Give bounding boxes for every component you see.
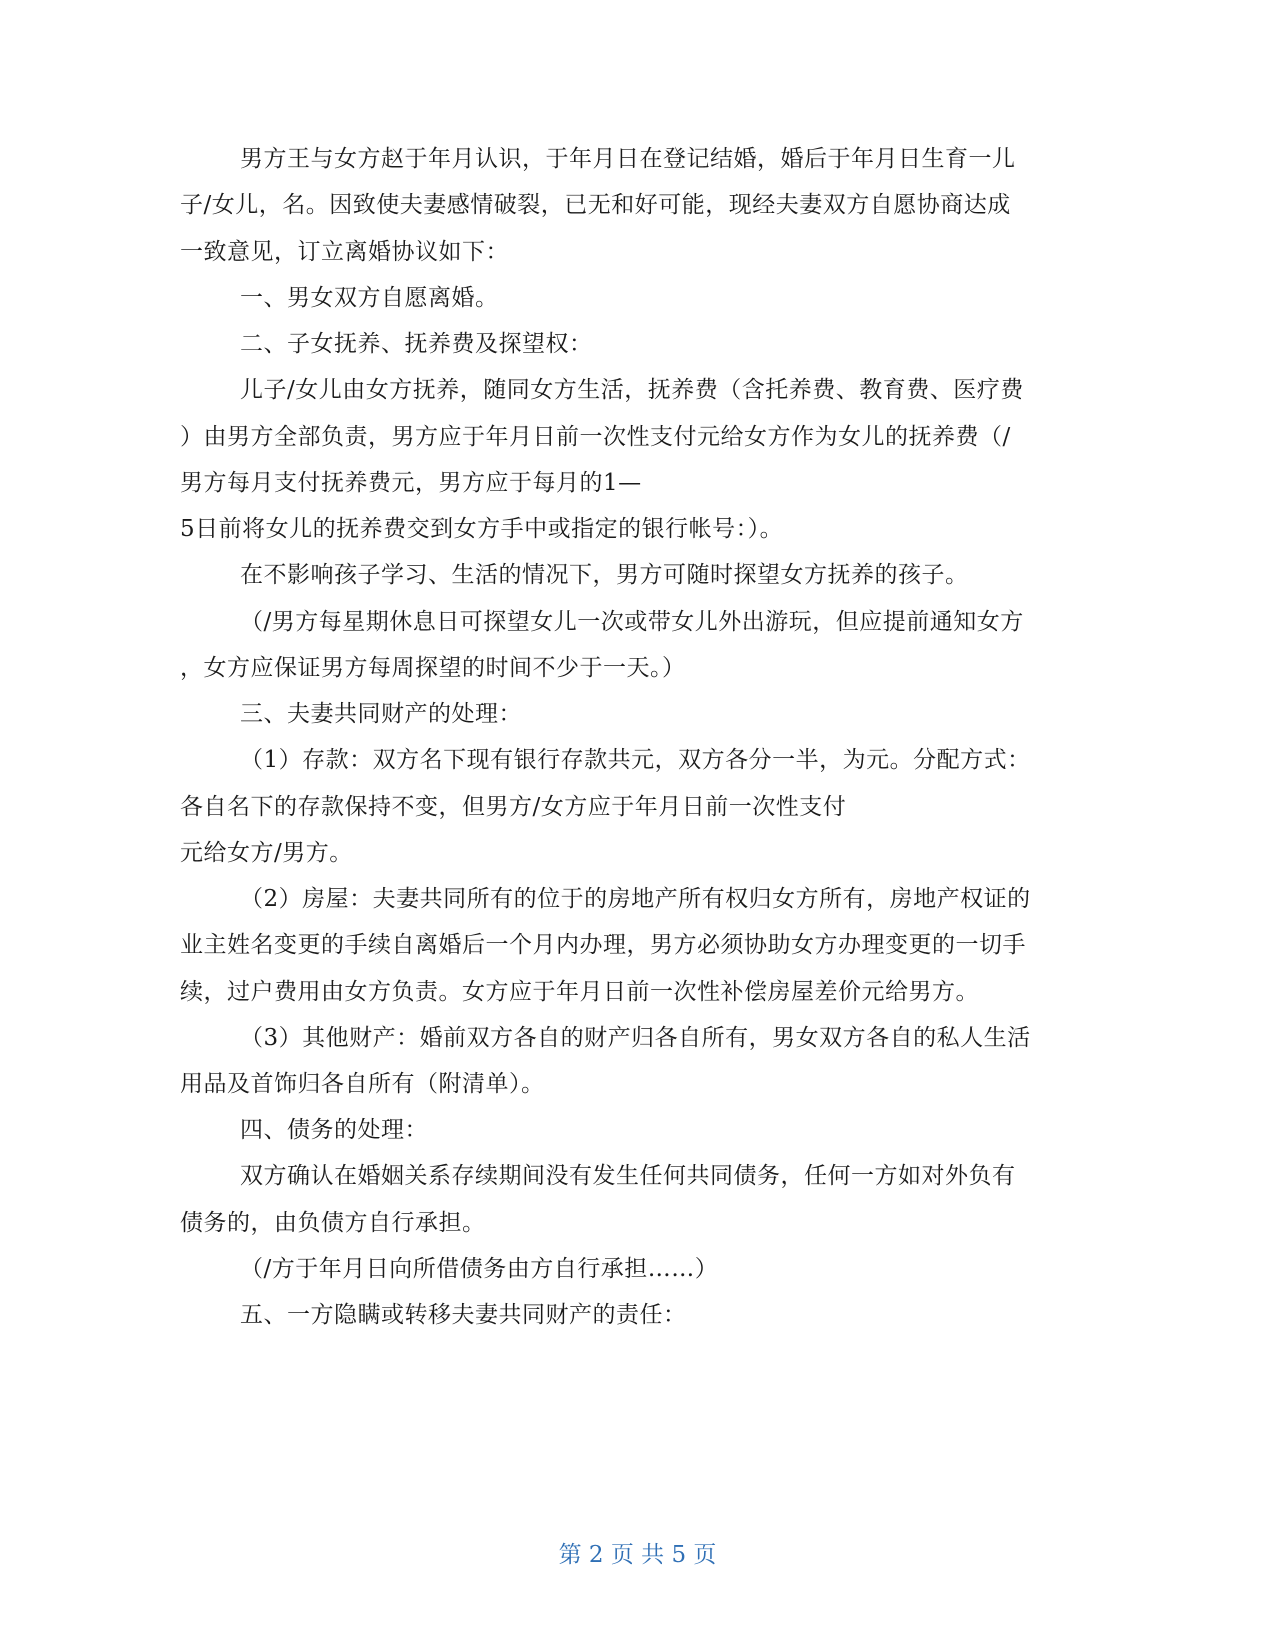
section-heading: 五、一方隐瞒或转移夫妻共同财产的责任： bbox=[240, 1302, 687, 1328]
paragraph-line: 子/女儿，名。因致使夫妻感情破裂，已无和好可能，现经夫妻双方自愿协商达成 bbox=[180, 192, 1011, 218]
paragraph-line: 双方确认在婚姻关系存续期间没有发生任何共同债务，任何一方如对外负有 bbox=[240, 1163, 1016, 1189]
section-heading: 三、夫妻共同财产的处理： bbox=[240, 701, 522, 727]
section-heading: 二、子女抚养、抚养费及探望权： bbox=[240, 331, 593, 357]
section-heading: 一、男女双方自愿离婚。 bbox=[240, 285, 499, 311]
paragraph-line: 各自名下的存款保持不变，但男方/女方应于年月日前一次性支付 bbox=[180, 794, 847, 820]
paragraph-line: 男方王与女方赵于年月认识，于年月日在登记结婚，婚后于年月日生育一儿 bbox=[240, 146, 1016, 172]
paragraph-line: 儿子/女儿由女方抚养，随同女方生活，抚养费（含托养费、教育费、医疗费 bbox=[240, 377, 1024, 403]
paragraph-line: 在不影响孩子学习、生活的情况下，男方可随时探望女方抚养的孩子。 bbox=[240, 562, 969, 588]
paragraph-line: 5日前将女儿的抚养费交到女方手中或指定的银行帐号：）。 bbox=[180, 516, 784, 542]
paragraph-line: （1）存款：双方名下现有银行存款共元，双方各分一半，为元。分配方式： bbox=[240, 747, 1031, 773]
paragraph-line: 一致意见，订立离婚协议如下： bbox=[180, 239, 509, 265]
paragraph-line: （2）房屋：夫妻共同所有的位于的房地产所有权归女方所有，房地产权证的 bbox=[240, 886, 1031, 912]
paragraph-line: （/方于年月日向所借债务由方自行承担……） bbox=[240, 1256, 719, 1282]
paragraph-line: 业主姓名变更的手续自离婚后一个月内办理，男方必须协助女方办理变更的一切手 bbox=[180, 932, 1026, 958]
paragraph-line: ）由男方全部负责，男方应于年月日前一次性支付元给女方作为女儿的抚养费（/ bbox=[180, 424, 1011, 450]
page-number-footer: 第 2 页 共 5 页 bbox=[558, 1542, 717, 1568]
paragraph-line: （3）其他财产：婚前双方各自的财产归各自所有，男女双方各自的私人生活 bbox=[240, 1025, 1031, 1051]
paragraph-line: 元给女方/男方。 bbox=[180, 840, 353, 866]
section-heading: 四、债务的处理： bbox=[240, 1117, 428, 1143]
paragraph-line: （/男方每星期休息日可探望女儿一次或带女儿外出游玩，但应提前通知女方 bbox=[240, 609, 1024, 635]
paragraph-line: 债务的，由负债方自行承担。 bbox=[180, 1210, 486, 1236]
paragraph-line: ，女方应保证男方每周探望的时间不少于一天。） bbox=[180, 655, 686, 681]
paragraph-line: 续，过户费用由女方负责。女方应于年月日前一次性补偿房屋差价元给男方。 bbox=[180, 979, 979, 1005]
paragraph-line: 用品及首饰归各自所有（附清单）。 bbox=[180, 1071, 545, 1097]
paragraph-line: 男方每月支付抚养费元，男方应于每月的1— bbox=[180, 470, 642, 496]
